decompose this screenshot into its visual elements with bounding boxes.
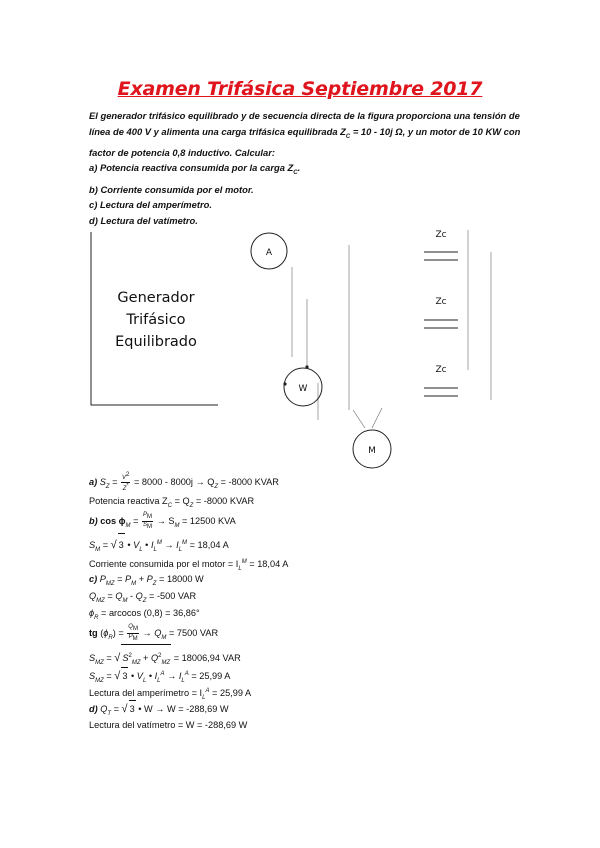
wire-motor-a (353, 410, 365, 428)
solution-c-1: c) $P_{MZ} = P_M + P_Z = 18000$ W (89, 574, 204, 587)
solution-b-3: Corriente consumida por el motor = $I_L^M = 18,04$ A (89, 559, 289, 572)
question-d: d) Lectura del vatímetro. (89, 214, 198, 226)
load-2-label: Zc (435, 297, 447, 307)
solution-c-4: tg $(\phi_R)$ = $\frac{Q_M}{P_M}$ → $Q_M = 7500$ VAR (89, 623, 219, 643)
load-3-label: Zc (435, 365, 447, 375)
solution-c-6: $S_{MZ}$ = √ 3 • $V_L$ • $I_L^A \to I_L^A = 25,99$ A (89, 666, 529, 683)
question-b: b) Corriente consumida por el motor. (89, 183, 254, 195)
problem-line-2: línea de 400 V y alimenta una carga trifásica equilibrada $Z_C = 10 - 10j$ Ω, y un motor de 10 KW con (89, 125, 521, 140)
solution-b-1: b) $\cos \phi_M$ = $\frac{P_M}{S_M}$ → $S_M = 12500$ KVA (89, 511, 236, 531)
solution (89, 471, 529, 734)
solution-d-1: d) $Q_T$ = √ 3 • W → W = -288,69 W (89, 700, 529, 717)
solution-c-5: $S_{MZ}$ = √ $S^2_{MZ} + Q^2_{MZ} = 18006,94$ VAR (89, 644, 529, 666)
wattmeter-dot-1 (305, 365, 308, 368)
problem-line-1: El generador trifásico equilibrado y de secuencia directa de la figura proporciona una tensión de (89, 110, 520, 121)
solution-a-2: Potencia reactiva $Z_C = Q_Z = -8000$ KVAR (89, 496, 255, 509)
solution-c-2: $Q_{MZ} = Q_M - Q_Z = -500$ VAR (89, 591, 197, 604)
motor-label: M (368, 446, 376, 456)
ammeter-label: A (265, 248, 273, 258)
wattmeter-dot-2 (283, 382, 286, 385)
load-1-label: Zc (435, 230, 447, 240)
wattmeter-label: W (298, 384, 308, 394)
question-c: c) Lectura del amperímetro. (89, 199, 212, 211)
question-a: a) Potencia reactiva consumida por la carga $Z_C$. (89, 162, 301, 177)
problem-line-3: factor de potencia 0,8 inductivo. Calcular: (89, 146, 275, 158)
solution-c-7: Lectura del amperímetro = $I_L^A = 25,99$ A (89, 688, 252, 701)
page-title: Examen Trifásica Septiembre 2017 (117, 78, 483, 100)
solution-d-2: Lectura del vatímetro = W = -288,69 W (89, 720, 248, 730)
solution-a-1: a) $S_Z$ = $\frac{V^2}{Z^*}$ = $8000 - 8000j \to Q_Z = -8000$ KVAR (89, 472, 279, 493)
generator-label: Generador Trifásico Equilibrado (115, 290, 197, 350)
solution-c-3: $\phi_R$ = arcocos (0,8) = 36,86° (89, 608, 200, 621)
solution-b-2: $S_M$ = √ 3 • $V_L$ • $I_L^M \to I_L^M = 18,04$ A (89, 532, 529, 554)
wire-motor-b (372, 408, 382, 428)
